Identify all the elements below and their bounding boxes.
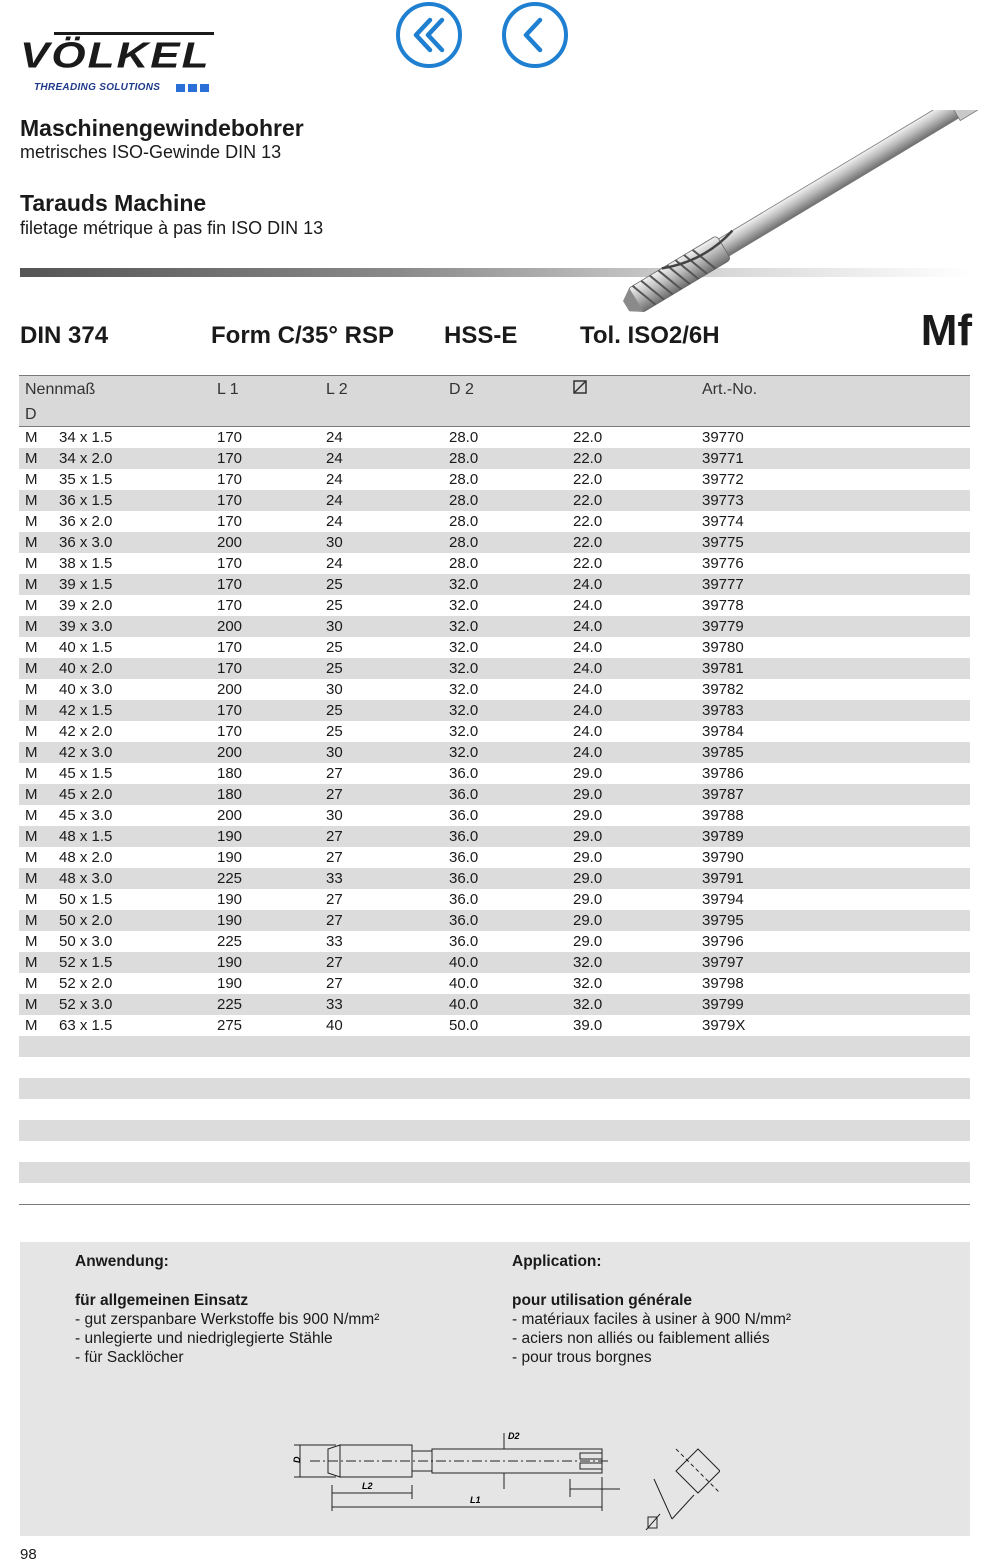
cell-square: 24.0 bbox=[573, 681, 603, 698]
table-row bbox=[19, 658, 970, 679]
form-spec: Form C/35° RSP bbox=[211, 322, 394, 349]
cell-l1: 180 bbox=[217, 786, 243, 803]
cell-size: 42 x 2.0 bbox=[59, 723, 113, 740]
application-item-de: - für Sacklöcher bbox=[75, 1349, 184, 1366]
table-body bbox=[19, 427, 970, 1204]
cell-m: M bbox=[25, 765, 38, 782]
cell-size: 40 x 1.5 bbox=[59, 639, 113, 656]
cell-size: 36 x 1.5 bbox=[59, 492, 113, 509]
cell-size: 40 x 2.0 bbox=[59, 660, 113, 677]
cell-size: 39 x 2.0 bbox=[59, 597, 113, 614]
table-row bbox=[19, 427, 970, 448]
cell-l2: 24 bbox=[326, 429, 343, 446]
cell-l2: 30 bbox=[326, 618, 343, 635]
application-title-de: Anwendung: bbox=[75, 1253, 169, 1270]
logo-dots bbox=[176, 84, 209, 92]
table-row bbox=[19, 490, 970, 511]
cell-square: 24.0 bbox=[573, 597, 603, 614]
cell-d2: 40.0 bbox=[449, 975, 479, 992]
cell-square: 22.0 bbox=[573, 513, 603, 530]
cell-l2: 25 bbox=[326, 639, 343, 656]
cell-m: M bbox=[25, 513, 38, 530]
cell-size: 40 x 3.0 bbox=[59, 681, 113, 698]
first-page-button[interactable] bbox=[396, 2, 462, 68]
cell-art-no: 39788 bbox=[702, 807, 744, 824]
cell-art-no: 39771 bbox=[702, 450, 744, 467]
cell-m: M bbox=[25, 471, 38, 488]
cell-square: 39.0 bbox=[573, 1017, 603, 1034]
cell-art-no: 39780 bbox=[702, 639, 744, 656]
cell-m: M bbox=[25, 660, 38, 677]
cell-size: 36 x 3.0 bbox=[59, 534, 113, 551]
cell-l2: 30 bbox=[326, 807, 343, 824]
material-spec: HSS-E bbox=[444, 322, 518, 349]
table-row bbox=[19, 931, 970, 952]
cell-square: 22.0 bbox=[573, 471, 603, 488]
table-row bbox=[19, 574, 970, 595]
double-chevron-left-icon bbox=[400, 6, 458, 64]
cell-d2: 28.0 bbox=[449, 513, 479, 530]
header-l1: L 1 bbox=[217, 381, 239, 398]
table-row bbox=[19, 868, 970, 889]
cell-art-no: 39773 bbox=[702, 492, 744, 509]
cell-l2: 25 bbox=[326, 576, 343, 593]
cell-art-no: 39785 bbox=[702, 744, 744, 761]
type-code: Mf bbox=[920, 306, 972, 355]
cell-size: 34 x 1.5 bbox=[59, 429, 113, 446]
cell-m: M bbox=[25, 912, 38, 929]
cell-l1: 170 bbox=[217, 450, 243, 467]
table-row bbox=[19, 1015, 970, 1036]
cell-l1: 170 bbox=[217, 576, 243, 593]
cell-l2: 24 bbox=[326, 471, 343, 488]
cell-square: 29.0 bbox=[573, 786, 603, 803]
cell-size: 38 x 1.5 bbox=[59, 555, 113, 572]
table-row bbox=[19, 700, 970, 721]
cell-size: 35 x 1.5 bbox=[59, 471, 113, 488]
cell-size: 45 x 2.0 bbox=[59, 786, 113, 803]
cell-l1: 170 bbox=[217, 597, 243, 614]
table-row bbox=[19, 784, 970, 805]
cell-size: 50 x 1.5 bbox=[59, 891, 113, 908]
cell-d2: 40.0 bbox=[449, 954, 479, 971]
cell-art-no: 39783 bbox=[702, 702, 744, 719]
din-standard: DIN 374 bbox=[20, 322, 109, 349]
cell-m: M bbox=[25, 723, 38, 740]
cell-size: 48 x 2.0 bbox=[59, 849, 113, 866]
cell-size: 48 x 3.0 bbox=[59, 870, 113, 887]
cell-m: M bbox=[25, 534, 38, 551]
table-row-empty bbox=[19, 1183, 970, 1204]
cell-l1: 190 bbox=[217, 891, 243, 908]
cell-square: 22.0 bbox=[573, 555, 603, 572]
cell-l1: 190 bbox=[217, 954, 243, 971]
application-german bbox=[75, 1252, 495, 1367]
table-row bbox=[19, 742, 970, 763]
subtitle-french: filetage métrique à pas fin ISO DIN 13 bbox=[20, 218, 324, 238]
cell-l1: 170 bbox=[217, 555, 243, 572]
subtitle-german: metrisches ISO-Gewinde DIN 13 bbox=[20, 142, 282, 162]
cell-m: M bbox=[25, 681, 38, 698]
cell-size: 63 x 1.5 bbox=[59, 1017, 113, 1034]
title-german: Maschinengewindebohrer bbox=[20, 115, 304, 141]
application-french bbox=[512, 1252, 932, 1367]
table-row bbox=[19, 763, 970, 784]
cell-l2: 27 bbox=[326, 828, 343, 845]
cell-l1: 200 bbox=[217, 744, 243, 761]
table-row bbox=[19, 553, 970, 574]
cell-d2: 32.0 bbox=[449, 702, 479, 719]
cell-square: 24.0 bbox=[573, 702, 603, 719]
cell-square: 24.0 bbox=[573, 744, 603, 761]
cell-l2: 25 bbox=[326, 597, 343, 614]
cell-square: 29.0 bbox=[573, 891, 603, 908]
logo-tagline: THREADING SOLUTIONS bbox=[34, 82, 161, 93]
cell-square: 29.0 bbox=[573, 849, 603, 866]
application-item-fr: - pour trous borgnes bbox=[512, 1349, 652, 1366]
cell-art-no: 39789 bbox=[702, 828, 744, 845]
cell-art-no: 39795 bbox=[702, 912, 744, 929]
cell-m: M bbox=[25, 975, 38, 992]
tolerance-spec: Tol. ISO2/6H bbox=[580, 322, 720, 349]
cell-art-no: 39786 bbox=[702, 765, 744, 782]
application-lead-fr: pour utilisation générale bbox=[512, 1292, 692, 1309]
cell-d2: 32.0 bbox=[449, 639, 479, 656]
table-bottom-rule bbox=[19, 1204, 970, 1205]
cell-l2: 24 bbox=[326, 450, 343, 467]
cell-size: 45 x 3.0 bbox=[59, 807, 113, 824]
cell-art-no: 39784 bbox=[702, 723, 744, 740]
cell-d2: 36.0 bbox=[449, 933, 479, 950]
table-row bbox=[19, 616, 970, 637]
cell-m: M bbox=[25, 849, 38, 866]
cell-l2: 40 bbox=[326, 1017, 343, 1034]
cell-size: 36 x 2.0 bbox=[59, 513, 113, 530]
label-l1: L1 bbox=[470, 1495, 481, 1505]
cell-l2: 33 bbox=[326, 870, 343, 887]
cell-l1: 170 bbox=[217, 492, 243, 509]
application-item-de: - unlegierte und niedriglegierte Stähle bbox=[75, 1330, 333, 1347]
application-box bbox=[20, 1242, 970, 1536]
cell-art-no: 39797 bbox=[702, 954, 744, 971]
cell-size: 45 x 1.5 bbox=[59, 765, 113, 782]
cell-m: M bbox=[25, 618, 38, 635]
cell-art-no: 39794 bbox=[702, 891, 744, 908]
cell-square: 22.0 bbox=[573, 450, 603, 467]
cell-m: M bbox=[25, 891, 38, 908]
square-diameter-icon bbox=[573, 380, 587, 399]
cell-l2: 24 bbox=[326, 513, 343, 530]
cell-l1: 170 bbox=[217, 639, 243, 656]
spec-line bbox=[20, 322, 970, 358]
machine-tap-image bbox=[590, 110, 990, 315]
cell-l1: 170 bbox=[217, 660, 243, 677]
cell-square: 24.0 bbox=[573, 723, 603, 740]
table-row-empty bbox=[19, 1057, 970, 1078]
cell-l2: 33 bbox=[326, 933, 343, 950]
cell-d2: 32.0 bbox=[449, 660, 479, 677]
cell-l2: 27 bbox=[326, 765, 343, 782]
header-d2: D 2 bbox=[449, 381, 474, 398]
cell-art-no: 39782 bbox=[702, 681, 744, 698]
cell-d2: 36.0 bbox=[449, 786, 479, 803]
cell-l1: 170 bbox=[217, 513, 243, 530]
cell-l2: 24 bbox=[326, 555, 343, 572]
title-french: Tarauds Machine bbox=[20, 190, 207, 216]
header-d: D bbox=[25, 406, 37, 423]
cell-m: M bbox=[25, 786, 38, 803]
cell-l1: 180 bbox=[217, 765, 243, 782]
cell-l1: 170 bbox=[217, 723, 243, 740]
cell-art-no: 39774 bbox=[702, 513, 744, 530]
cell-size: 52 x 2.0 bbox=[59, 975, 113, 992]
cell-size: 34 x 2.0 bbox=[59, 450, 113, 467]
cell-l1: 225 bbox=[217, 870, 243, 887]
cell-l1: 170 bbox=[217, 429, 243, 446]
table-row bbox=[19, 721, 970, 742]
cell-l2: 25 bbox=[326, 702, 343, 719]
cell-square: 24.0 bbox=[573, 576, 603, 593]
cell-square: 22.0 bbox=[573, 429, 603, 446]
cell-l1: 190 bbox=[217, 849, 243, 866]
page-number: 98 bbox=[20, 1546, 37, 1563]
cell-m: M bbox=[25, 933, 38, 950]
cell-art-no: 39799 bbox=[702, 996, 744, 1013]
table-row bbox=[19, 637, 970, 658]
cell-l1: 275 bbox=[217, 1017, 243, 1034]
cell-square: 24.0 bbox=[573, 660, 603, 677]
cell-m: M bbox=[25, 954, 38, 971]
cell-d2: 28.0 bbox=[449, 450, 479, 467]
cell-d2: 28.0 bbox=[449, 492, 479, 509]
cell-square: 29.0 bbox=[573, 870, 603, 887]
cell-l1: 190 bbox=[217, 828, 243, 845]
cell-d2: 40.0 bbox=[449, 996, 479, 1013]
cell-size: 48 x 1.5 bbox=[59, 828, 113, 845]
table-row bbox=[19, 805, 970, 826]
cell-d2: 32.0 bbox=[449, 681, 479, 698]
table-row bbox=[19, 994, 970, 1015]
cell-square: 29.0 bbox=[573, 828, 603, 845]
cell-size: 52 x 1.5 bbox=[59, 954, 113, 971]
cell-art-no: 39787 bbox=[702, 786, 744, 803]
table-row bbox=[19, 973, 970, 994]
cell-l1: 225 bbox=[217, 933, 243, 950]
cell-size: 50 x 2.0 bbox=[59, 912, 113, 929]
cell-d2: 32.0 bbox=[449, 744, 479, 761]
cell-art-no: 39772 bbox=[702, 471, 744, 488]
cell-d2: 50.0 bbox=[449, 1017, 479, 1034]
product-table bbox=[19, 375, 970, 1205]
table-row bbox=[19, 889, 970, 910]
table-row bbox=[19, 532, 970, 553]
cell-d2: 36.0 bbox=[449, 849, 479, 866]
cell-d2: 32.0 bbox=[449, 576, 479, 593]
cell-l2: 27 bbox=[326, 786, 343, 803]
cell-square: 29.0 bbox=[573, 807, 603, 824]
cell-d2: 36.0 bbox=[449, 870, 479, 887]
application-item-de: - gut zerspanbare Werkstoffe bis 900 N/mm² bbox=[75, 1311, 380, 1328]
application-title-fr: Application: bbox=[512, 1253, 602, 1270]
cell-m: M bbox=[25, 639, 38, 656]
cell-square: 24.0 bbox=[573, 618, 603, 635]
header-art-no: Art.-No. bbox=[702, 381, 758, 398]
cell-l1: 170 bbox=[217, 702, 243, 719]
cell-art-no: 39790 bbox=[702, 849, 744, 866]
cell-l1: 200 bbox=[217, 681, 243, 698]
cell-square: 22.0 bbox=[573, 534, 603, 551]
table-row bbox=[19, 448, 970, 469]
cell-d2: 36.0 bbox=[449, 828, 479, 845]
cell-l1: 200 bbox=[217, 534, 243, 551]
cell-d2: 36.0 bbox=[449, 765, 479, 782]
table-row-empty bbox=[19, 1099, 970, 1120]
cell-l1: 200 bbox=[217, 618, 243, 635]
cell-l2: 27 bbox=[326, 954, 343, 971]
cell-l1: 225 bbox=[217, 996, 243, 1013]
logo-wordmark: VÖLKEL bbox=[20, 35, 211, 76]
cell-l2: 27 bbox=[326, 891, 343, 908]
cell-art-no: 39778 bbox=[702, 597, 744, 614]
cell-l1: 190 bbox=[217, 912, 243, 929]
cell-m: M bbox=[25, 555, 38, 572]
cell-art-no: 39781 bbox=[702, 660, 744, 677]
cell-size: 39 x 1.5 bbox=[59, 576, 113, 593]
cell-m: M bbox=[25, 576, 38, 593]
cell-art-no: 39779 bbox=[702, 618, 744, 635]
cell-d2: 32.0 bbox=[449, 618, 479, 635]
application-lead-de: für allgemeinen Einsatz bbox=[75, 1292, 249, 1309]
cell-l2: 25 bbox=[326, 660, 343, 677]
cell-art-no: 3979X bbox=[702, 1017, 746, 1034]
table-row bbox=[19, 595, 970, 616]
table-row-empty bbox=[19, 1162, 970, 1183]
cell-square: 32.0 bbox=[573, 996, 603, 1013]
cell-m: M bbox=[25, 828, 38, 845]
cell-l2: 33 bbox=[326, 996, 343, 1013]
cell-m: M bbox=[25, 450, 38, 467]
previous-page-button[interactable] bbox=[502, 2, 568, 68]
cell-m: M bbox=[25, 744, 38, 761]
label-d2: D2 bbox=[508, 1431, 520, 1441]
cell-l2: 30 bbox=[326, 681, 343, 698]
tap-dimension-drawing bbox=[270, 1427, 720, 1532]
cell-art-no: 39777 bbox=[702, 576, 744, 593]
cell-d2: 36.0 bbox=[449, 912, 479, 929]
chevron-left-icon bbox=[506, 6, 564, 64]
cell-art-no: 39791 bbox=[702, 870, 744, 887]
header-l2: L 2 bbox=[326, 381, 348, 398]
label-d: D bbox=[292, 1456, 302, 1463]
cell-m: M bbox=[25, 1017, 38, 1034]
table-row bbox=[19, 469, 970, 490]
cell-d2: 28.0 bbox=[449, 534, 479, 551]
table-row bbox=[19, 910, 970, 931]
cell-size: 39 x 3.0 bbox=[59, 618, 113, 635]
table-row bbox=[19, 679, 970, 700]
application-item-fr: - aciers non alliés ou faiblement alliés bbox=[512, 1330, 770, 1347]
table-header bbox=[19, 375, 970, 427]
cell-l2: 27 bbox=[326, 912, 343, 929]
cell-square: 29.0 bbox=[573, 765, 603, 782]
cell-square: 22.0 bbox=[573, 492, 603, 509]
cell-d2: 36.0 bbox=[449, 807, 479, 824]
cell-l2: 24 bbox=[326, 492, 343, 509]
label-l2: L2 bbox=[362, 1481, 373, 1491]
header-nennmass: Nennmaß bbox=[25, 381, 96, 398]
cell-m: M bbox=[25, 807, 38, 824]
cell-size: 42 x 3.0 bbox=[59, 744, 113, 761]
cell-square: 32.0 bbox=[573, 975, 603, 992]
cell-d2: 32.0 bbox=[449, 723, 479, 740]
cell-m: M bbox=[25, 996, 38, 1013]
cell-m: M bbox=[25, 702, 38, 719]
cell-m: M bbox=[25, 870, 38, 887]
table-row bbox=[19, 826, 970, 847]
cell-l1: 190 bbox=[217, 975, 243, 992]
cell-art-no: 39776 bbox=[702, 555, 744, 572]
cell-l2: 27 bbox=[326, 975, 343, 992]
cell-d2: 28.0 bbox=[449, 429, 479, 446]
cell-d2: 28.0 bbox=[449, 471, 479, 488]
cell-m: M bbox=[25, 429, 38, 446]
table-row bbox=[19, 952, 970, 973]
table-row bbox=[19, 847, 970, 868]
cell-l2: 30 bbox=[326, 534, 343, 551]
cell-art-no: 39775 bbox=[702, 534, 744, 551]
application-item-fr: - matériaux faciles à usiner à 900 N/mm² bbox=[512, 1311, 792, 1328]
cell-m: M bbox=[25, 492, 38, 509]
cell-l1: 170 bbox=[217, 471, 243, 488]
voelkel-logo bbox=[20, 32, 220, 96]
cell-l2: 27 bbox=[326, 849, 343, 866]
cell-art-no: 39770 bbox=[702, 429, 744, 446]
cell-art-no: 39798 bbox=[702, 975, 744, 992]
table-row bbox=[19, 511, 970, 532]
cell-square: 29.0 bbox=[573, 912, 603, 929]
table-row-empty bbox=[19, 1036, 970, 1057]
cell-square: 32.0 bbox=[573, 954, 603, 971]
cell-l2: 25 bbox=[326, 723, 343, 740]
cell-d2: 28.0 bbox=[449, 555, 479, 572]
cell-square: 24.0 bbox=[573, 639, 603, 656]
table-row-empty bbox=[19, 1078, 970, 1099]
cell-d2: 32.0 bbox=[449, 597, 479, 614]
cell-d2: 36.0 bbox=[449, 891, 479, 908]
table-row-empty bbox=[19, 1120, 970, 1141]
cell-size: 52 x 3.0 bbox=[59, 996, 113, 1013]
cell-size: 50 x 3.0 bbox=[59, 933, 113, 950]
cell-l2: 30 bbox=[326, 744, 343, 761]
cell-art-no: 39796 bbox=[702, 933, 744, 950]
cell-size: 42 x 1.5 bbox=[59, 702, 113, 719]
cell-l1: 200 bbox=[217, 807, 243, 824]
table-row-empty bbox=[19, 1141, 970, 1162]
cell-square: 29.0 bbox=[573, 933, 603, 950]
cell-m: M bbox=[25, 597, 38, 614]
